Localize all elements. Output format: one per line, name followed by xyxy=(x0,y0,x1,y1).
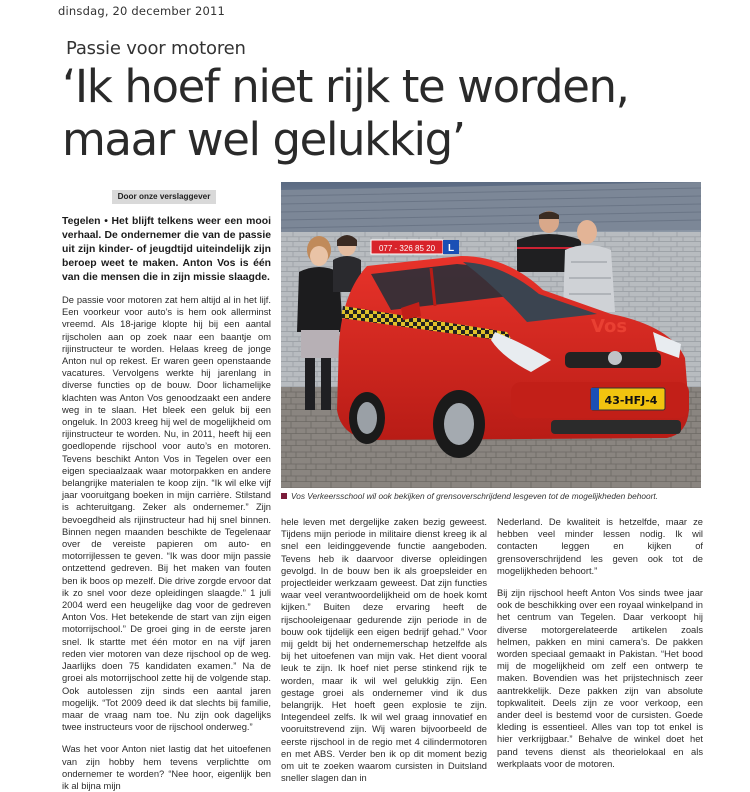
article-photo xyxy=(281,182,701,488)
headline-line-1: ‘Ik hoef niet rijk te worden, xyxy=(62,60,629,113)
body-paragraph: hele leven met dergelijke zaken bezig geweest. Tijdens mijn periode in militaire dienst kreeg ik al snel een leidinggevende functie aangeboden. Tevens heb ik daarvoor diverse opleidingen gevolgd. In de bouw ben ik als groepsleider en projectleider werkzaam geweest. Dat zijn functies waar veel verantwoordelijkheid om de hoek komt kijken.” Buiten deze ervaring heeft de rijschooleigenaar gedurende zijn periode in de bouw ook tijdelijk een eigen bedrijf gehad.” Voor mij geldt bij het ondernemerschap hetzelfde als bij het uitoefenen van mijn vak. Het dient vooral leuk te zijn. Ik hoef niet perse stinkend rijk te worden, maar ik wil wel gelukkig zijn. Een gestage groei als ondernemer vind ik dus belangrijk. Het hoeft geen explosie te zijn. Integendeel zelfs. Ik wil wel graag innovatief en vooruitstrevend zijn. Wij waren bijvoorbeeld de eerste rijschool in de regio met 4 cilindermotoren en met ABS. Verder ben ik op dit moment bezig om uit te zoeken waarom cursisten in Duitsland sneller slagen dan in xyxy=(281,517,487,784)
byline: Door onze verslaggever xyxy=(112,190,216,204)
driving-school-car-photo xyxy=(281,182,701,488)
roof-sign-phone: 077 - 326 85 20 xyxy=(378,244,436,253)
photo-caption-text: Vos Verkeersschool wil ook bekijken of grensoverschrijdend lesgeven tot de mogelijkheden behoort. xyxy=(291,491,658,501)
body-paragraph: Was het voor Anton niet lastig dat het uitoefenen van zijn hobby hem tevens verplichtte om ondernemer te worden? “Nee hoor, eigenlijk ben ik al bijna mijn xyxy=(62,744,271,791)
body-paragraph: Nederland. De kwaliteit is hetzelfde, maar ze hebben veel minder lessen nodig. Ik wil contacten leggen en kijken of grensoverschrijdend les geven ook tot de mogelijkheden behoort.” xyxy=(497,517,703,576)
article-headline xyxy=(62,60,702,166)
roof-sign-letter: L xyxy=(447,243,455,254)
body-column-3 xyxy=(497,516,703,769)
body-column-2 xyxy=(281,516,487,784)
caption-marker-icon xyxy=(281,493,287,499)
license-plate: 43-HFJ-4 xyxy=(604,394,658,407)
body-paragraph: De passie voor motoren zat hem altijd al in het lijf. Een voorkeur voor auto’s is hem ook allerminst vreemd. Als 18-jarige klopte hij bij een aantal rijscholen aan op zoek naar een baantje om rijinstructeur te worden. Helaas kreeg de jonge Anton nul op rekest. Er waren geen openstaande vacatures. Vervolgens werkte hij jarenlang in diverse functies op de bouw. Door lichamelijke klachten was Anton Vos genoodzaakt een andere weg in te slaan. Het bleek een geluk bij een ongeluk. In 2003 kreeg hij wel de mogelijkheid om rijinstructeur te worden. Nu, in 2011, heeft hij een goedlopende rijschool voor auto’s en motoren. Tevens beschikt Anton Vos in Tegelen over een eigen speciaalzaak waar motorpakken en andere belangrijke materialen te koop zijn. “Ik wil elke vijf jaar vooruitgang boeken in mijn carrière. Stilstand is achteruitgang. Zeker als ondernemer.” Zijn bevoegdheid als rijinstructeur had hij snel binnen. Binnen negen maanden beschikte de Tegelenaar over de vereiste papieren om auto- en motorrijlessen te geven. “Ik was door mijn passie ontzettend gedreven. Bij het maken van fouten ben ik boos op mezelf. Die drive zorgde ervoor dat ik zo snel voor deze opleidingen slaagde.” 1 juli 2004 werd een heugelijke dag voor de gedreven Anton Vos. Het betekende de start van zijn eigen motorrijschool.” De groei ging in de eerste jaren snel. Ik startte met één motor en na vijf jaren reden vier motoren van deze rijschool op de weg. Jaarlijks doen 75 kandidaten examen.” Na de groei als motorrijschool zette hij de volgende stap. Ook autolessen zijn sinds een aantal jaren mogelijk. “Tot 2009 deed ik dat slechts bij familie, maar de vraag nam toe. Nu zijn ook dagelijks twee instructeurs voor de rijschool onderweg.” xyxy=(62,295,271,733)
door-text: Vos xyxy=(591,316,628,337)
article-lead: Tegelen • Het blijft telkens weer een mooi verhaal. De ondernemer die van de passie uit zijn kinder- of jeugdtijd uiteindelijk zijn beroep weet te maken. Anton Vos is één van die mensen die in zijn missie slaagde. xyxy=(62,216,271,283)
article-kicker: Passie voor motoren xyxy=(66,38,246,59)
photo-caption xyxy=(281,491,701,501)
publication-date: dinsdag, 20 december 2011 xyxy=(58,4,226,18)
body-paragraph: Bij zijn rijschool heeft Anton Vos sinds twee jaar ook de beschikking over een royaal winkelpand in het centrum van Tegelen. Daar verkoopt hij diverse motorgerelateerde artikelen zoals helmen, pakken en mini camera’s. De pakken worden speciaal gemaakt in Pakistan. “Het bood mij de mogelijkheid om zelf een ontwerp te maken. Bovendien was het prijstechnisch zeer aantrekkelijk. Deze pakken zijn van absolute topkwaliteit. Deels zijn ze voor verkoop, een ander deel is bestemd voor de cursisten. Goede kleding is essentieel. Alles van top tot enkel is hier verkrijgbaar.” Behalve de winkel doet het pand tevens dienst als theorielokaal en als werkplaats voor de motoren. xyxy=(497,588,703,769)
body-column-1 xyxy=(62,294,271,791)
headline-line-2: maar wel gelukkig’ xyxy=(62,113,465,166)
